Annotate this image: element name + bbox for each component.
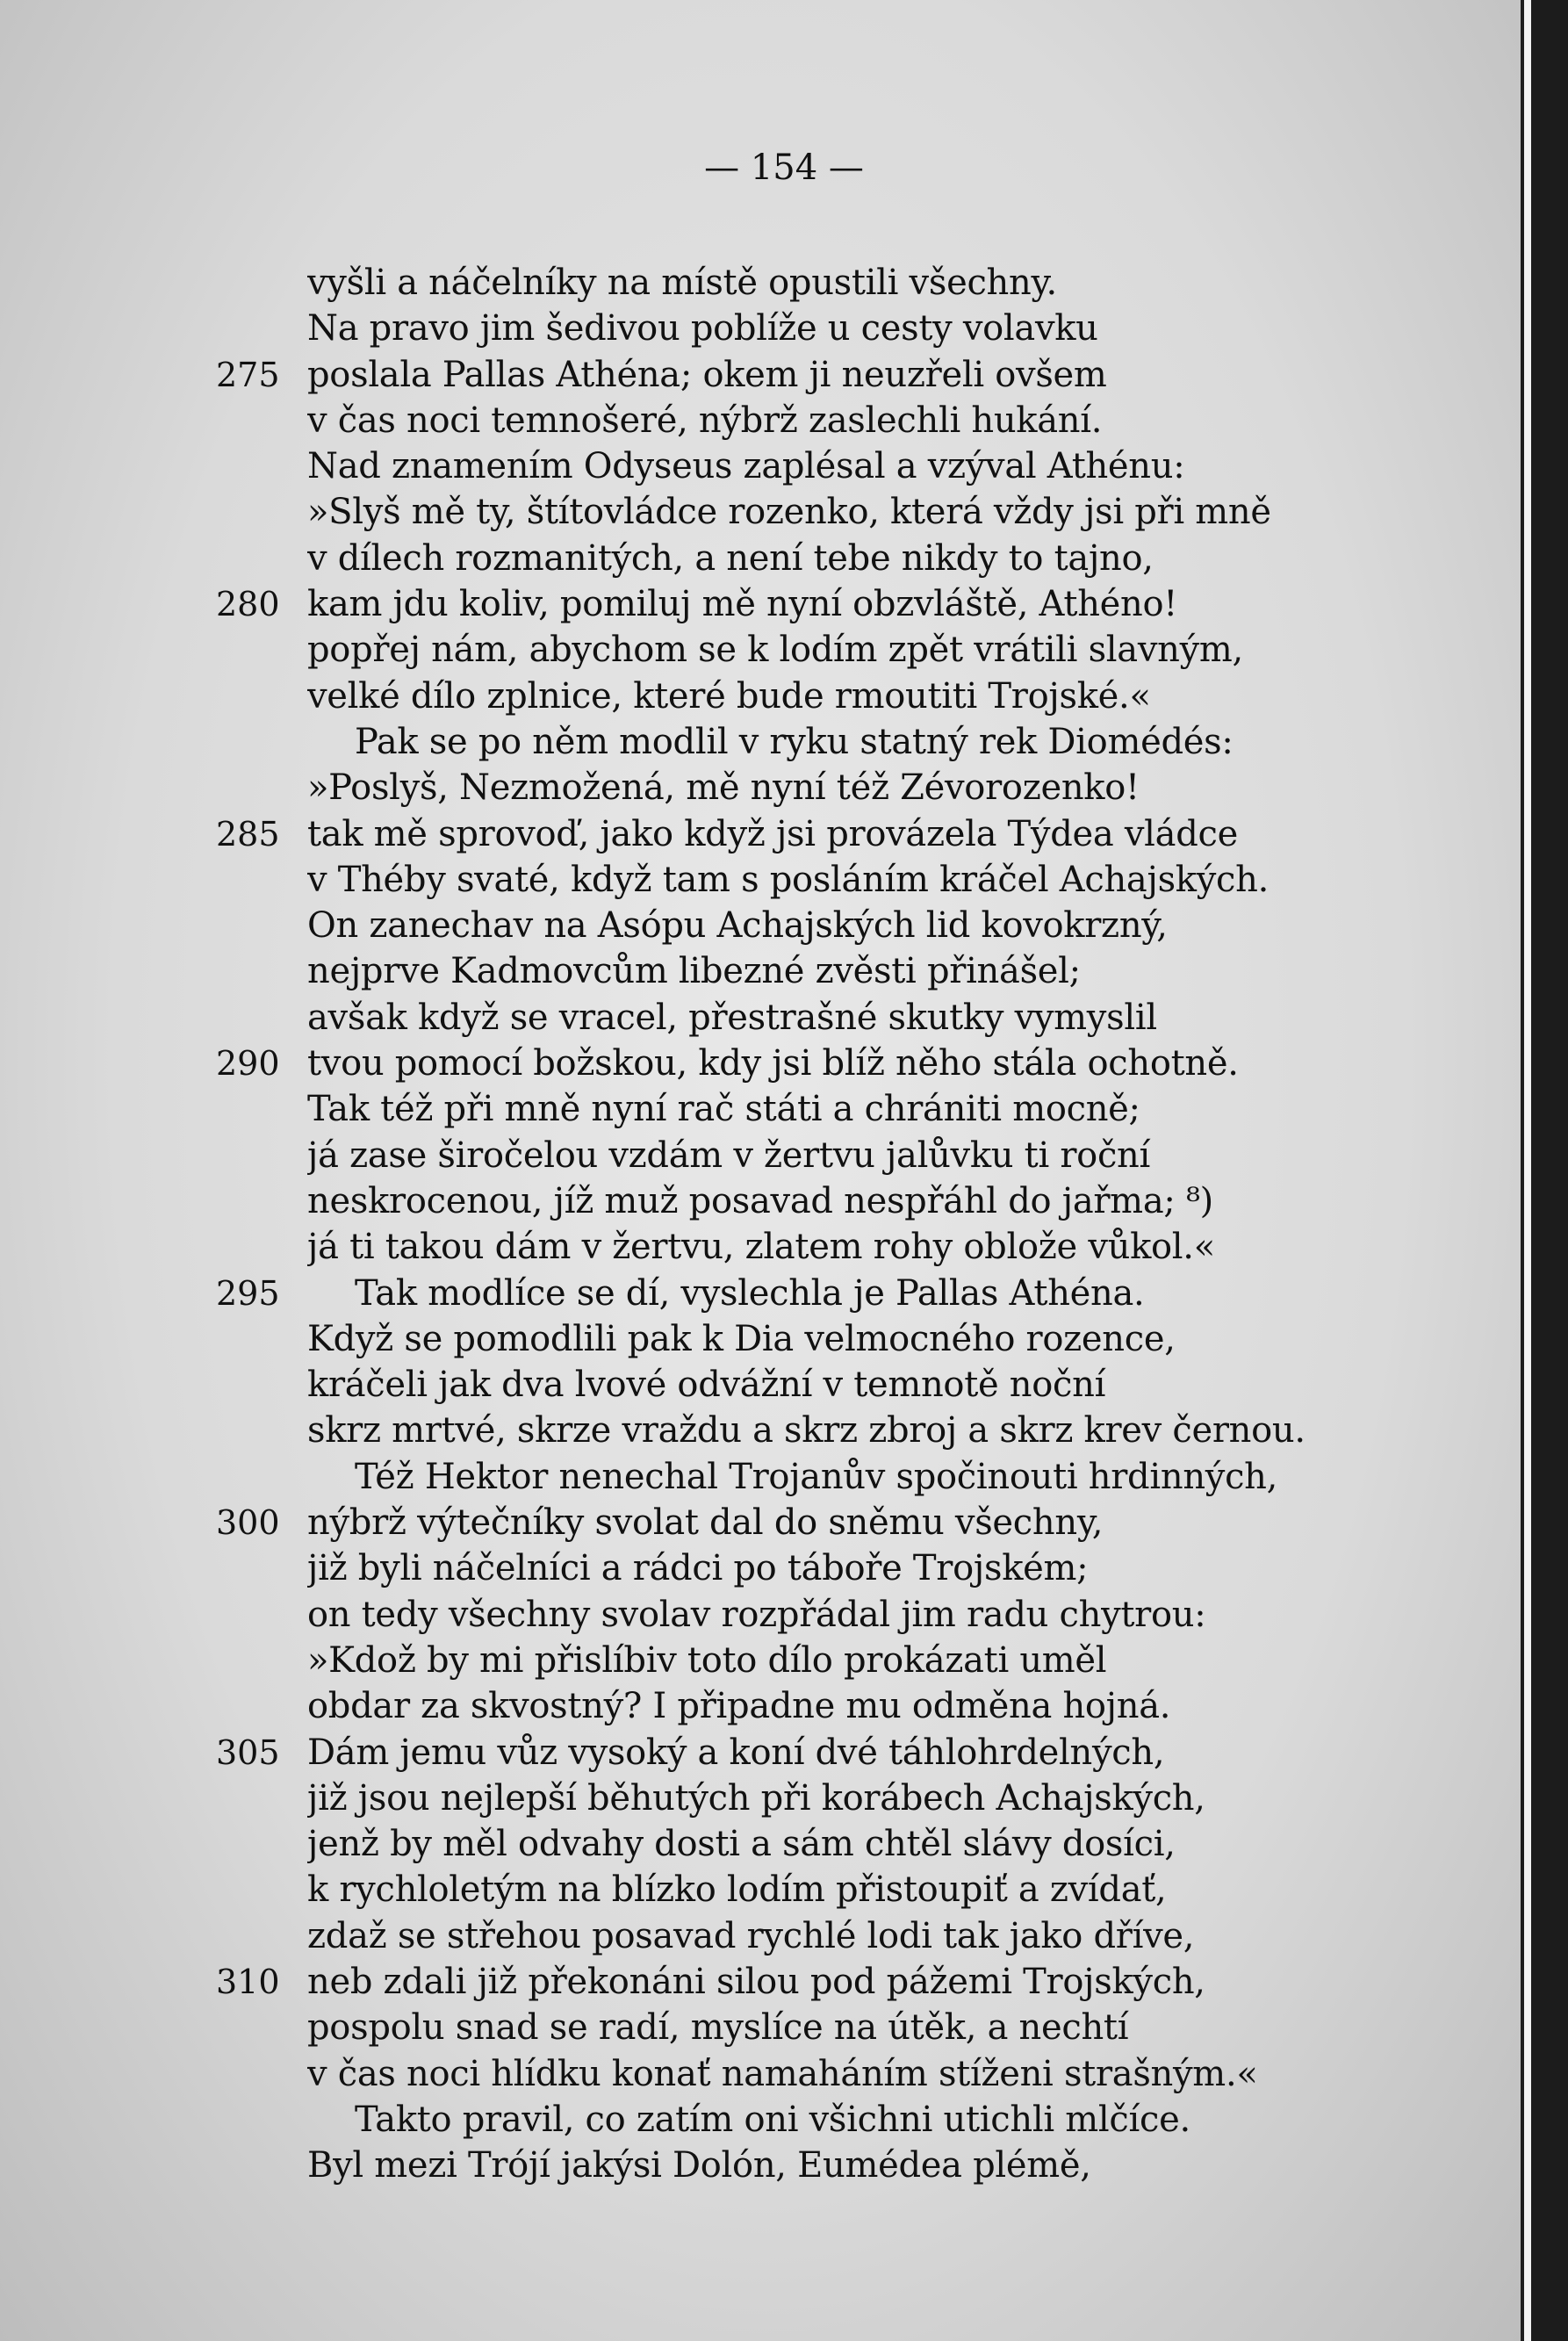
verse-lines [0, 260, 1521, 2188]
verse-line [0, 489, 1521, 535]
verse-text: Na pravo jim šedivou poblíže u cesty volavku [307, 308, 1098, 349]
verse-text: On zanechav na Asópu Achajských lid kovokrzný, [307, 905, 1168, 947]
verse-line [0, 1821, 1521, 1867]
verse-text: Nad znamením Odyseus zaplésal a vzýval Athénu: [307, 446, 1185, 487]
verse-line [0, 1178, 1521, 1224]
verse-text: avšak když se vracel, přestrašné skutky vymyslil [307, 997, 1157, 1038]
verse-line [0, 1500, 1521, 1545]
verse-line [0, 536, 1521, 581]
verse-line [0, 2051, 1521, 2097]
verse-line [0, 2097, 1521, 2143]
verse-line [0, 1913, 1521, 1959]
verse-line [0, 719, 1521, 765]
verse-text: nejprve Kadmovcům libezné zvěsti přinášel; [307, 951, 1081, 992]
verse-number: 310 [216, 1962, 280, 2001]
verse-text: pospolu snad se radí, myslíce na útěk, a nechtí [307, 2007, 1129, 2049]
verse-text: Byl mezi Trójí jakýsi Dolón, Eumédea plémě, [307, 2145, 1091, 2186]
verse-text: Pak se po něm modlil v ryku statný rek Diomédés: [355, 721, 1234, 762]
verse-line [0, 1959, 1521, 2005]
verse-line [0, 2005, 1521, 2050]
verse-text: neb zdali již překonáni silou pod pážemi Trojských, [307, 1961, 1205, 2002]
verse-text: Když se pomodlili pak k Dia velmocného rozence, [307, 1318, 1176, 1359]
verse-line [0, 1408, 1521, 1453]
page-edge-highlight [1524, 0, 1531, 2341]
verse-text: tak mě sprovoď, jako když jsi provázela Týdea vládce [307, 813, 1238, 854]
verse-line [0, 627, 1521, 673]
page-number: — 154 — [704, 148, 864, 188]
verse-line [0, 1867, 1521, 1912]
verse-text: Tak též při mně nyní rač státi a chrániti mocně; [307, 1089, 1140, 1130]
verse-text: v čas noci hlídku konať namaháním stíženi strašným.« [307, 2053, 1258, 2094]
verse-line [0, 765, 1521, 810]
verse-text: jenž by měl odvahy dosti a sám chtěl slávy dosíci, [307, 1824, 1176, 1865]
verse-number: 290 [216, 1044, 280, 1084]
verse-line [0, 811, 1521, 857]
verse-text: »Slyš mě ty, štítovládce rozenko, která vždy jsi při mně [307, 492, 1271, 533]
verse-line [0, 1316, 1521, 1362]
verse-text: popřej nám, abychom se k lodím zpět vrátili slavným, [307, 630, 1243, 671]
verse-line [0, 1086, 1521, 1132]
verse-number: 300 [216, 1503, 280, 1543]
verse-line [0, 443, 1521, 489]
verse-text: zdaž se střehou posavad rychlé lodi tak jako dříve, [307, 1915, 1195, 1956]
verse-text: Tak modlíce se dí, vyslechla je Pallas Athéna. [355, 1272, 1145, 1314]
verse-text: v dílech rozmanitých, a není tebe nikdy to tajno, [307, 537, 1154, 579]
verse-line [0, 673, 1521, 719]
verse-text: vyšli a náčelníky na místě opustili všechny. [307, 263, 1057, 303]
verse-line [0, 1730, 1521, 1776]
verse-line [0, 581, 1521, 627]
verse-line [0, 1224, 1521, 1270]
verse-text: již jsou nejlepší běhutých při korábech Achajských, [307, 1777, 1205, 1819]
verse-line [0, 995, 1521, 1041]
verse-text: já ti takou dám v žertvu, zlatem rohy oblože vůkol.« [307, 1227, 1215, 1268]
verse-number: 285 [216, 814, 280, 854]
verse-text: obdar za skvostný? I připadne mu odměna hojná. [307, 1686, 1171, 1727]
verse-text: velké dílo zplnice, které bude rmoutiti Trojské.« [307, 675, 1151, 717]
verse-text: v Théby svaté, když tam s posláním kráčel Achajských. [307, 859, 1270, 900]
verse-number: 305 [216, 1732, 280, 1772]
verse-line [0, 2143, 1521, 2188]
verse-line [0, 1545, 1521, 1591]
verse-text: »Kdož by mi přislíbiv toto dílo prokázati uměl [307, 1639, 1107, 1681]
verse-line [0, 398, 1521, 443]
verse-line [0, 903, 1521, 948]
verse-line [0, 1638, 1521, 1683]
verse-line [0, 1362, 1521, 1408]
verse-text: skrz mrtvé, skrze vraždu a skrz zbroj a skrz krev černou. [307, 1410, 1305, 1451]
verse-line [0, 306, 1521, 351]
verse-text: v čas noci temnošeré, nýbrž zaslechli hukání. [307, 400, 1103, 441]
verse-line [0, 1133, 1521, 1178]
verse-line [0, 948, 1521, 994]
verse-text: poslala Pallas Athéna; okem ji neuzřeli ovšem [307, 354, 1107, 395]
verse-text: kráčeli jak dva lvové odvážní v temnotě noční [307, 1365, 1106, 1406]
verse-text: k rychloletým na blízko lodím přistoupiť a zvídať, [307, 1869, 1167, 1911]
verse-number: 275 [216, 355, 280, 394]
verse-line [0, 1592, 1521, 1638]
verse-line [0, 260, 1521, 306]
verse-text: neskrocenou, jíž muž posavad nespřáhl do jařma; ⁸) [307, 1180, 1213, 1221]
verse-line [0, 1683, 1521, 1729]
verse-text: Takto pravil, co zatím oni všichni utichli mlčíce. [355, 2099, 1190, 2140]
verse-line [0, 352, 1521, 398]
verse-text: již byli náčelníci a rádci po táboře Trojském; [307, 1548, 1089, 1589]
verse-line [0, 857, 1521, 903]
verse-text: kam jdu koliv, pomiluj mě nyní obzvláště, Athéno! [307, 584, 1178, 625]
verse-text: já zase širočelou vzdám v žertvu jalůvku ti roční [307, 1134, 1151, 1176]
verse-number: 295 [216, 1273, 280, 1313]
verse-line [0, 1454, 1521, 1500]
verse-text: Dám jemu vůz vysoký a koní dvé táhlohrdelných, [307, 1732, 1165, 1773]
verse-text: nýbrž výtečníky svolat dal do sněmu všechny, [307, 1502, 1104, 1544]
verse-text: tvou pomocí božskou, kdy jsi blíž něho stála ochotně. [307, 1043, 1239, 1084]
verse-line [0, 1041, 1521, 1086]
verse-line [0, 1776, 1521, 1821]
verse-line [0, 1271, 1521, 1316]
verse-text: Též Hektor nenechal Trojanův spočinouti hrdinných, [355, 1456, 1278, 1497]
verse-text: »Poslyš, Nezmožená, mě nyní též Zévorozenko! [307, 767, 1140, 809]
verse-number: 280 [216, 585, 280, 624]
verse-text: on tedy všechny svolav rozpřádal jim radu chytrou: [307, 1594, 1206, 1635]
